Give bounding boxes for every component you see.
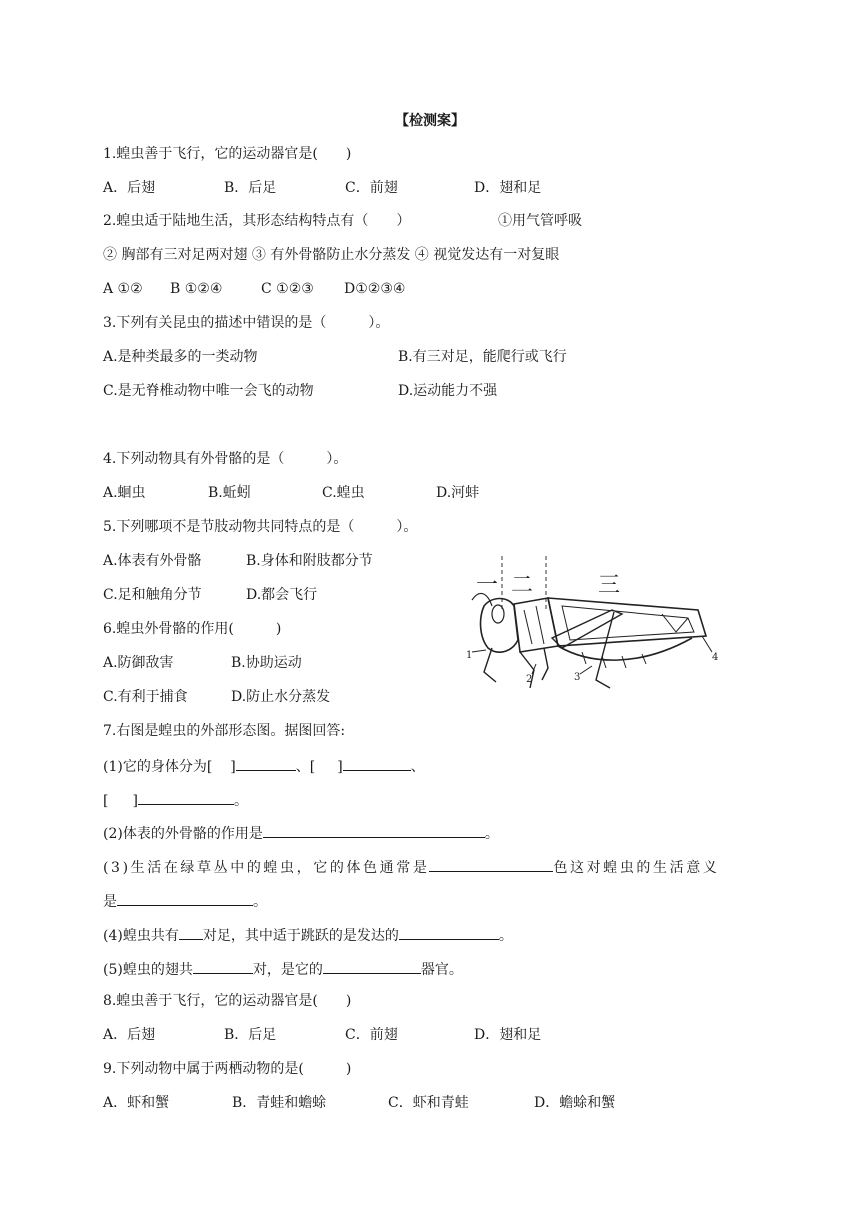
q6-option-c: C.有利于捕食 — [103, 689, 188, 705]
q7-part1-bracket-close-a: ] — [230, 759, 236, 775]
q2-option-b: B ①②④ — [170, 281, 223, 297]
q7-part2-text: (2)体表的外骨骼的作用是 — [103, 826, 263, 842]
grasshopper-drawing — [462, 548, 752, 698]
q3-option-c: C.是无脊椎动物中唯一会飞的动物 — [103, 383, 314, 399]
pointer-label-2: 2 — [526, 674, 533, 685]
q1-option-b: B．后足 — [224, 180, 277, 196]
q5-stem: 5.下列哪项不是节肢动物共同特点的是（ ）。 — [103, 519, 418, 535]
q7-part1-prefix: (1)它的身体分为[ — [103, 759, 213, 775]
pointer-label-3: 3 — [574, 672, 581, 683]
q6-stem: 6.蝗虫外骨骼的作用( ) — [103, 621, 282, 637]
pointer-label-4: 4 — [712, 652, 719, 663]
q7-blank-7[interactable] — [179, 925, 203, 940]
q4-option-b: B.蚯蚓 — [208, 485, 251, 501]
q1-option-d: D．翅和足 — [474, 180, 542, 196]
q1-stem: 1.蝗虫善于飞行，它的运动器官是( ) — [103, 146, 352, 162]
q6-option-d: D.防止水分蒸发 — [231, 689, 331, 705]
q4-option-c: C.蝗虫 — [322, 485, 365, 501]
q1-option-a: A．后翅 — [103, 180, 156, 196]
q6-option-a: A.防御敌害 — [103, 655, 174, 671]
q9-option-d: D．蟾蜍和蟹 — [534, 1095, 616, 1111]
q7-part1-bracket-open-b: [ — [309, 759, 316, 775]
q9-option-a: A．虾和蟹 — [103, 1095, 170, 1111]
q7-blank-2[interactable] — [343, 756, 411, 771]
q7-part5-text-c: 器官。 — [420, 962, 463, 978]
q7-part4-end: 。 — [498, 928, 513, 944]
q5-option-d: D.都会飞行 — [246, 587, 318, 603]
q9-option-b: B．青蛙和蟾蜍 — [232, 1095, 327, 1111]
page-title: 【检测案】 — [395, 113, 465, 129]
q7-part2-end: 。 — [484, 826, 499, 842]
q2-item1: ①用气管呼吸 — [498, 213, 582, 229]
q3-option-a: A.是种类最多的一类动物 — [103, 349, 258, 365]
q6-option-b: B.协助运动 — [231, 655, 302, 671]
q7-blank-1[interactable] — [236, 756, 296, 771]
q2-items: ② 胸部有三对足两对翅 ③ 有外骨骼防止水分蒸发 ④ 视觉发达有一对复眼 — [103, 247, 560, 263]
q7-stem: 7.右图是蝗虫的外部形态图。据图回答: — [103, 723, 346, 739]
q1-option-c: C．前翅 — [345, 180, 398, 196]
q5-option-c: C.足和触角分节 — [103, 587, 202, 603]
q7-part1-bracket-close-c: ] — [132, 793, 138, 809]
q7-part1 — [103, 756, 425, 776]
q3-option-b: B.有三对足，能爬行或飞行 — [398, 349, 567, 365]
q7-separator-a: 、 — [295, 759, 310, 775]
q7-part1-bracket-open-c: [ — [103, 793, 109, 809]
q7-separator-b: 、 — [410, 759, 425, 775]
q7-part5-text-a: (5)蝗虫的翅共 — [103, 962, 193, 978]
q4-option-a: A.蛔虫 — [103, 485, 146, 501]
q7-part2 — [103, 823, 499, 843]
q7-part5 — [103, 959, 463, 979]
q7-part3-text-c: 是 — [103, 894, 117, 910]
q9-stem: 9.下列动物中属于两栖动物的是( ) — [103, 1061, 352, 1077]
q2-option-c: C ①②③ — [261, 281, 314, 297]
section-label-3: 三 — [598, 573, 621, 598]
q7-blank-9[interactable] — [193, 959, 253, 974]
q5-option-a: A.体表有外骨骼 — [103, 553, 202, 569]
q2-option-d: D①②③④ — [344, 281, 406, 297]
q4-option-d: D.河蚌 — [436, 485, 480, 501]
q7-blank-6[interactable] — [117, 891, 253, 906]
q7-part1-end: 。 — [233, 793, 248, 809]
q4-stem: 4.下列动物具有外骨骼的是（ ）。 — [103, 451, 348, 467]
q8-stem: 8.蝗虫善于飞行，它的运动器官是( ) — [103, 993, 352, 1009]
pointer-label-1: 1 — [466, 650, 473, 661]
q7-blank-8[interactable] — [399, 925, 499, 940]
q2-option-a: A ①② — [103, 281, 143, 297]
q3-option-d: D.运动能力不强 — [398, 383, 498, 399]
q7-part4-text-a: (4)蝗虫共有 — [103, 928, 179, 944]
q7-blank-5[interactable] — [429, 857, 553, 872]
q7-part5-text-b: 对，是它的 — [252, 962, 323, 978]
q7-part3-end: 。 — [253, 894, 267, 910]
q3-stem: 3.下列有关昆虫的描述中错误的是（ ）。 — [103, 315, 390, 331]
q7-part3 — [103, 857, 719, 877]
section-label-1: 一 — [476, 573, 499, 598]
q5-option-b: B.身体和附肢都分节 — [246, 553, 373, 569]
q8-option-b: B．后足 — [224, 1027, 277, 1043]
q7-part4 — [103, 925, 513, 945]
q8-option-c: C．前翅 — [345, 1027, 398, 1043]
q8-option-a: A．后翅 — [103, 1027, 156, 1043]
q7-blank-4[interactable] — [263, 823, 485, 838]
grasshopper-diagram — [462, 548, 752, 698]
q2-stem: 2.蝗虫适于陆地生活，其形态结构特点有（ ） — [103, 213, 411, 229]
q7-part3-text-b: 色这对蝗虫的生活意义 — [553, 860, 720, 876]
q7-part3-text-a: (3)生活在绿草丛中的蝗虫，它的体色通常是 — [103, 860, 430, 876]
q9-option-c: C．虾和青蛙 — [388, 1095, 469, 1111]
q8-option-d: D．翅和足 — [474, 1027, 542, 1043]
q7-blank-3[interactable] — [138, 790, 234, 805]
q7-blank-10[interactable] — [323, 959, 421, 974]
section-label-2: 二 — [511, 573, 534, 598]
q7-part4-text-b: 对足，其中适于跳跃的是发达的 — [202, 928, 399, 944]
q7-part3-continued — [103, 891, 267, 911]
q7-part1-continued — [103, 790, 248, 810]
q7-part1-bracket-close-b: ] — [337, 759, 343, 775]
